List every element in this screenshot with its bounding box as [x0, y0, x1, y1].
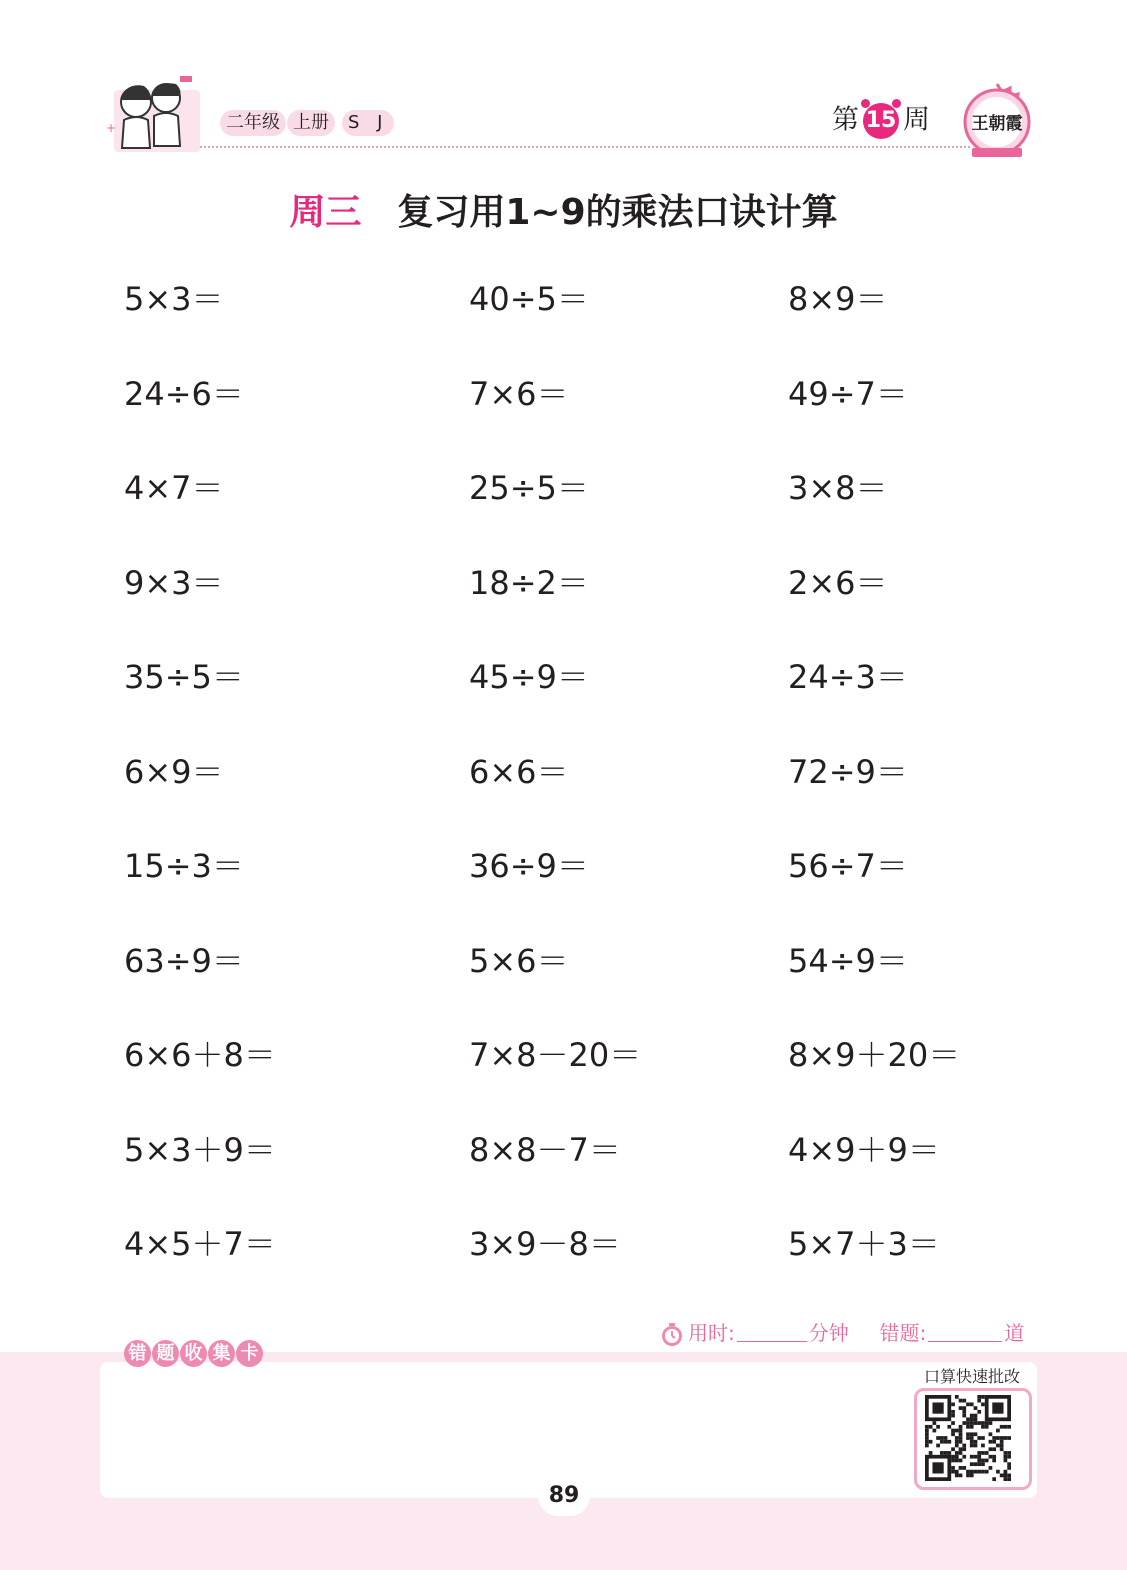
- time-error-record: [660, 1318, 1024, 1348]
- math-problem: 7×8－20＝: [469, 1036, 642, 1074]
- math-problem: 40÷5＝: [469, 280, 589, 318]
- math-problem: 4×5＋7＝: [124, 1225, 276, 1263]
- edition-pill: S J: [342, 110, 394, 136]
- math-problem: 45÷9＝: [469, 658, 589, 696]
- math-problem: 54÷9＝: [788, 942, 908, 980]
- page-number: 89: [538, 1476, 590, 1516]
- week-prefix: 第: [832, 104, 859, 136]
- qr-code-icon: [925, 1395, 1017, 1481]
- title-day: 周三: [289, 192, 362, 233]
- errors-label: 错题:: [879, 1321, 927, 1345]
- page-header: [0, 0, 1127, 165]
- math-problem: 7×6＝: [469, 375, 569, 413]
- svg-text:+: +: [106, 121, 117, 135]
- math-problem: 4×9＋9＝: [788, 1131, 940, 1169]
- math-problem: 2×6＝: [788, 564, 888, 602]
- math-problem: 3×9－8＝: [469, 1225, 621, 1263]
- math-problem: 8×9＝: [788, 280, 888, 318]
- errors-blank[interactable]: [928, 1321, 1002, 1342]
- math-problem: 25÷5＝: [469, 469, 589, 507]
- math-problem: 6×6＝: [469, 753, 569, 791]
- math-problem: 6×9＝: [124, 753, 224, 791]
- children-mascot-icon: [104, 70, 204, 156]
- math-problem: 56÷7＝: [788, 847, 908, 885]
- math-problem: 24÷6＝: [124, 375, 244, 413]
- collect-char: 卡: [236, 1340, 263, 1367]
- author-seal-icon: [962, 82, 1032, 158]
- math-problem: 8×8－7＝: [469, 1131, 621, 1169]
- time-unit: 分钟: [808, 1321, 849, 1345]
- math-problem: 35÷5＝: [124, 658, 244, 696]
- qr-code[interactable]: [914, 1388, 1032, 1490]
- math-problem: 9×3＝: [124, 564, 224, 602]
- header-divider: [200, 146, 970, 148]
- math-problem: 5×6＝: [469, 942, 569, 980]
- mistake-collection-label: [124, 1340, 264, 1370]
- grade-pill: 二年级: [220, 110, 286, 136]
- title-text: 复习用1~9的乘法口诀计算: [397, 192, 838, 233]
- math-problem: 15÷3＝: [124, 847, 244, 885]
- errors-unit: 道: [1004, 1321, 1025, 1345]
- worksheet-title: [0, 184, 1127, 235]
- svg-text:王朝霞: 王朝霞: [971, 114, 1023, 134]
- qr-section: [913, 1364, 1031, 1492]
- math-problem: 4×7＝: [124, 469, 224, 507]
- math-problem: 5×7＋3＝: [788, 1225, 940, 1263]
- math-problem: 5×3＋9＝: [124, 1131, 276, 1169]
- math-problem: 8×9＋20＝: [788, 1036, 961, 1074]
- collect-char: 集: [208, 1340, 235, 1367]
- qr-caption: 口算快速批改: [923, 1367, 1020, 1386]
- collect-char: 错: [124, 1340, 151, 1367]
- stopwatch-icon: [660, 1323, 684, 1347]
- time-blank[interactable]: [737, 1321, 807, 1342]
- time-label: 用时:: [688, 1321, 735, 1345]
- math-problem: 63÷9＝: [124, 942, 244, 980]
- collect-char: 收: [180, 1340, 207, 1367]
- math-problem: 18÷2＝: [469, 564, 589, 602]
- math-problem: 49÷7＝: [788, 375, 908, 413]
- volume-pill: 上册: [287, 110, 335, 136]
- collect-char: 题: [152, 1340, 179, 1367]
- math-problem: 36÷9＝: [469, 847, 589, 885]
- math-problem: 72÷9＝: [788, 753, 908, 791]
- math-problem: 3×8＝: [788, 469, 888, 507]
- math-problem: 6×6＋8＝: [124, 1036, 276, 1074]
- week-suffix: 周: [903, 104, 930, 136]
- week-indicator: [832, 96, 930, 144]
- math-problem: 5×3＝: [124, 280, 224, 318]
- math-problem: 24÷3＝: [788, 658, 908, 696]
- week-number-badge: 15: [863, 103, 899, 139]
